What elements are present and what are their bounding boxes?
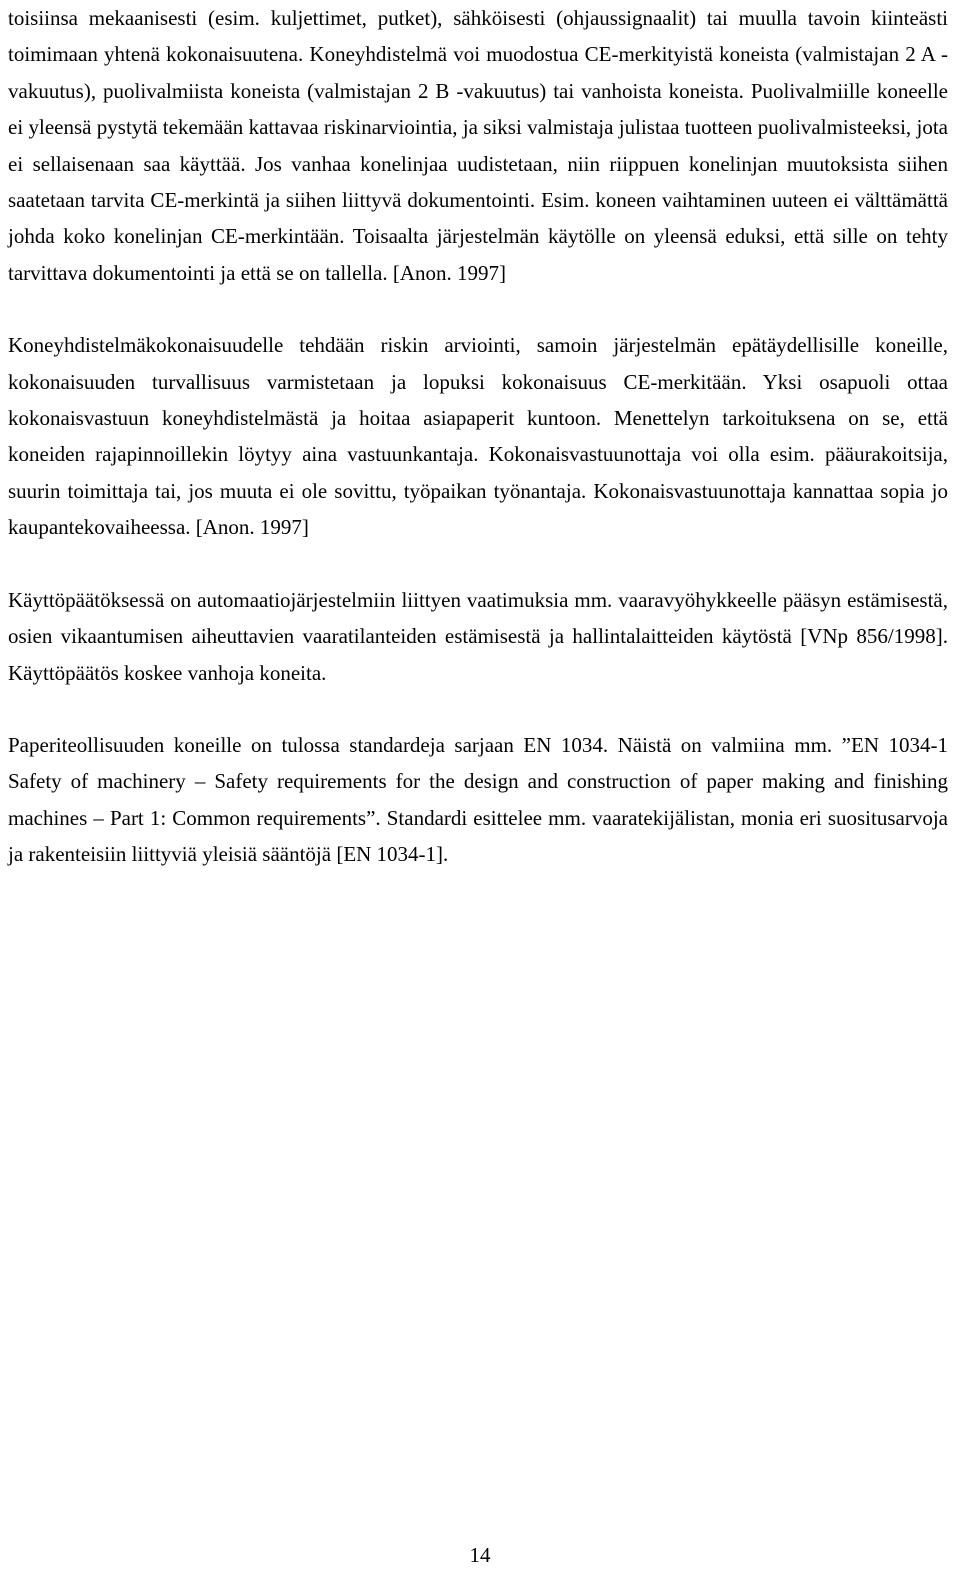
paragraph-gap (8, 291, 948, 327)
paragraph-2: Koneyhdistelmäkokonaisuudelle tehdään riskin arviointi, samoin järjestelmän epätäydellisille koneille, kokonaisuuden turvallisuus varmistetaan ja lopuksi kokonaisuus CE-merkitään. Yksi osapuoli ottaa kokonaisvastuun koneyhdistelmästä ja hoitaa asiapaperit kuntoon. Menettelyn tarkoituksena on se, että koneiden rajapinnoillekin löytyy aina vastuunkantaja. Kokonaisvastuunottaja voi olla esim. pääurakoitsija, suurin toimittaja tai, jos muuta ei ole sovittu, työpaikan työnantaja. Kokonaisvastuunottaja kannattaa sopia jo kaupantekovaiheessa. [Anon. 1997] (8, 333, 948, 540)
paragraph-gap (8, 691, 948, 727)
paragraph-1: toisiinsa mekaanisesti (esim. kuljettimet, putket), sähköisesti (ohjaussignaalit) tai muulla tavoin kiinteästi toimimaan yhtenä kokonaisuutena. Koneyhdistelmä voi muodostua CE-merkityistä koneista (valmistajan 2 A -vakuutus), puolivalmiista koneista (valmistajan 2 B -vakuutus) tai vanhoista koneista. Puolivalmiille koneelle ei yleensä pystytä tekemään kattavaa riskinarviointia, ja siksi valmistaja julistaa tuotteen puolivalmisteeksi, jota ei sellaisenaan saa käyttää. Jos vanhaa konelinjaa uudistetaan, niin riippuen konelinjan muutoksista siihen saatetaan tarvita CE-merkintä ja siihen liittyvä dokumentointi. Esim. koneen vaihtaminen uuteen ei välttämättä johda koko konelinjan CE-merkintään. Toisaalta järjestelmän käytölle on yleensä eduksi, että sille on tehty tarvittava dokumentointi ja että se on tallella. [Anon. 1997] (8, 6, 948, 285)
paragraph-4: Paperiteollisuuden koneille on tulossa standardeja sarjaan EN 1034. Näistä on valmiina mm. ”EN 1034-1 Safety of machinery – Safety requirements for the design and construction of paper making and finishing machines – Part 1: Common requirements”. Standardi esittelee mm. vaaratekijälistan, monia eri suositusarvoja ja rakenteisiin liittyviä yleisiä sääntöjä [EN 1034-1]. (8, 732, 948, 867)
document-page (8, 0, 948, 1589)
paragraph-3: Käyttöpäätöksessä on automaatiojärjestelmiin liittyen vaatimuksia mm. vaaravyöhykkeelle pääsyn estämisestä, osien vikaantumisen aiheuttavien vaaratilanteiden estämisestä ja hallintalaitteiden käytöstä [VNp 856/1998]. Käyttöpäätös koskee vanhoja koneita. (8, 587, 948, 685)
paragraph-gap (8, 546, 948, 582)
page-number: 14 (469, 1543, 491, 1567)
